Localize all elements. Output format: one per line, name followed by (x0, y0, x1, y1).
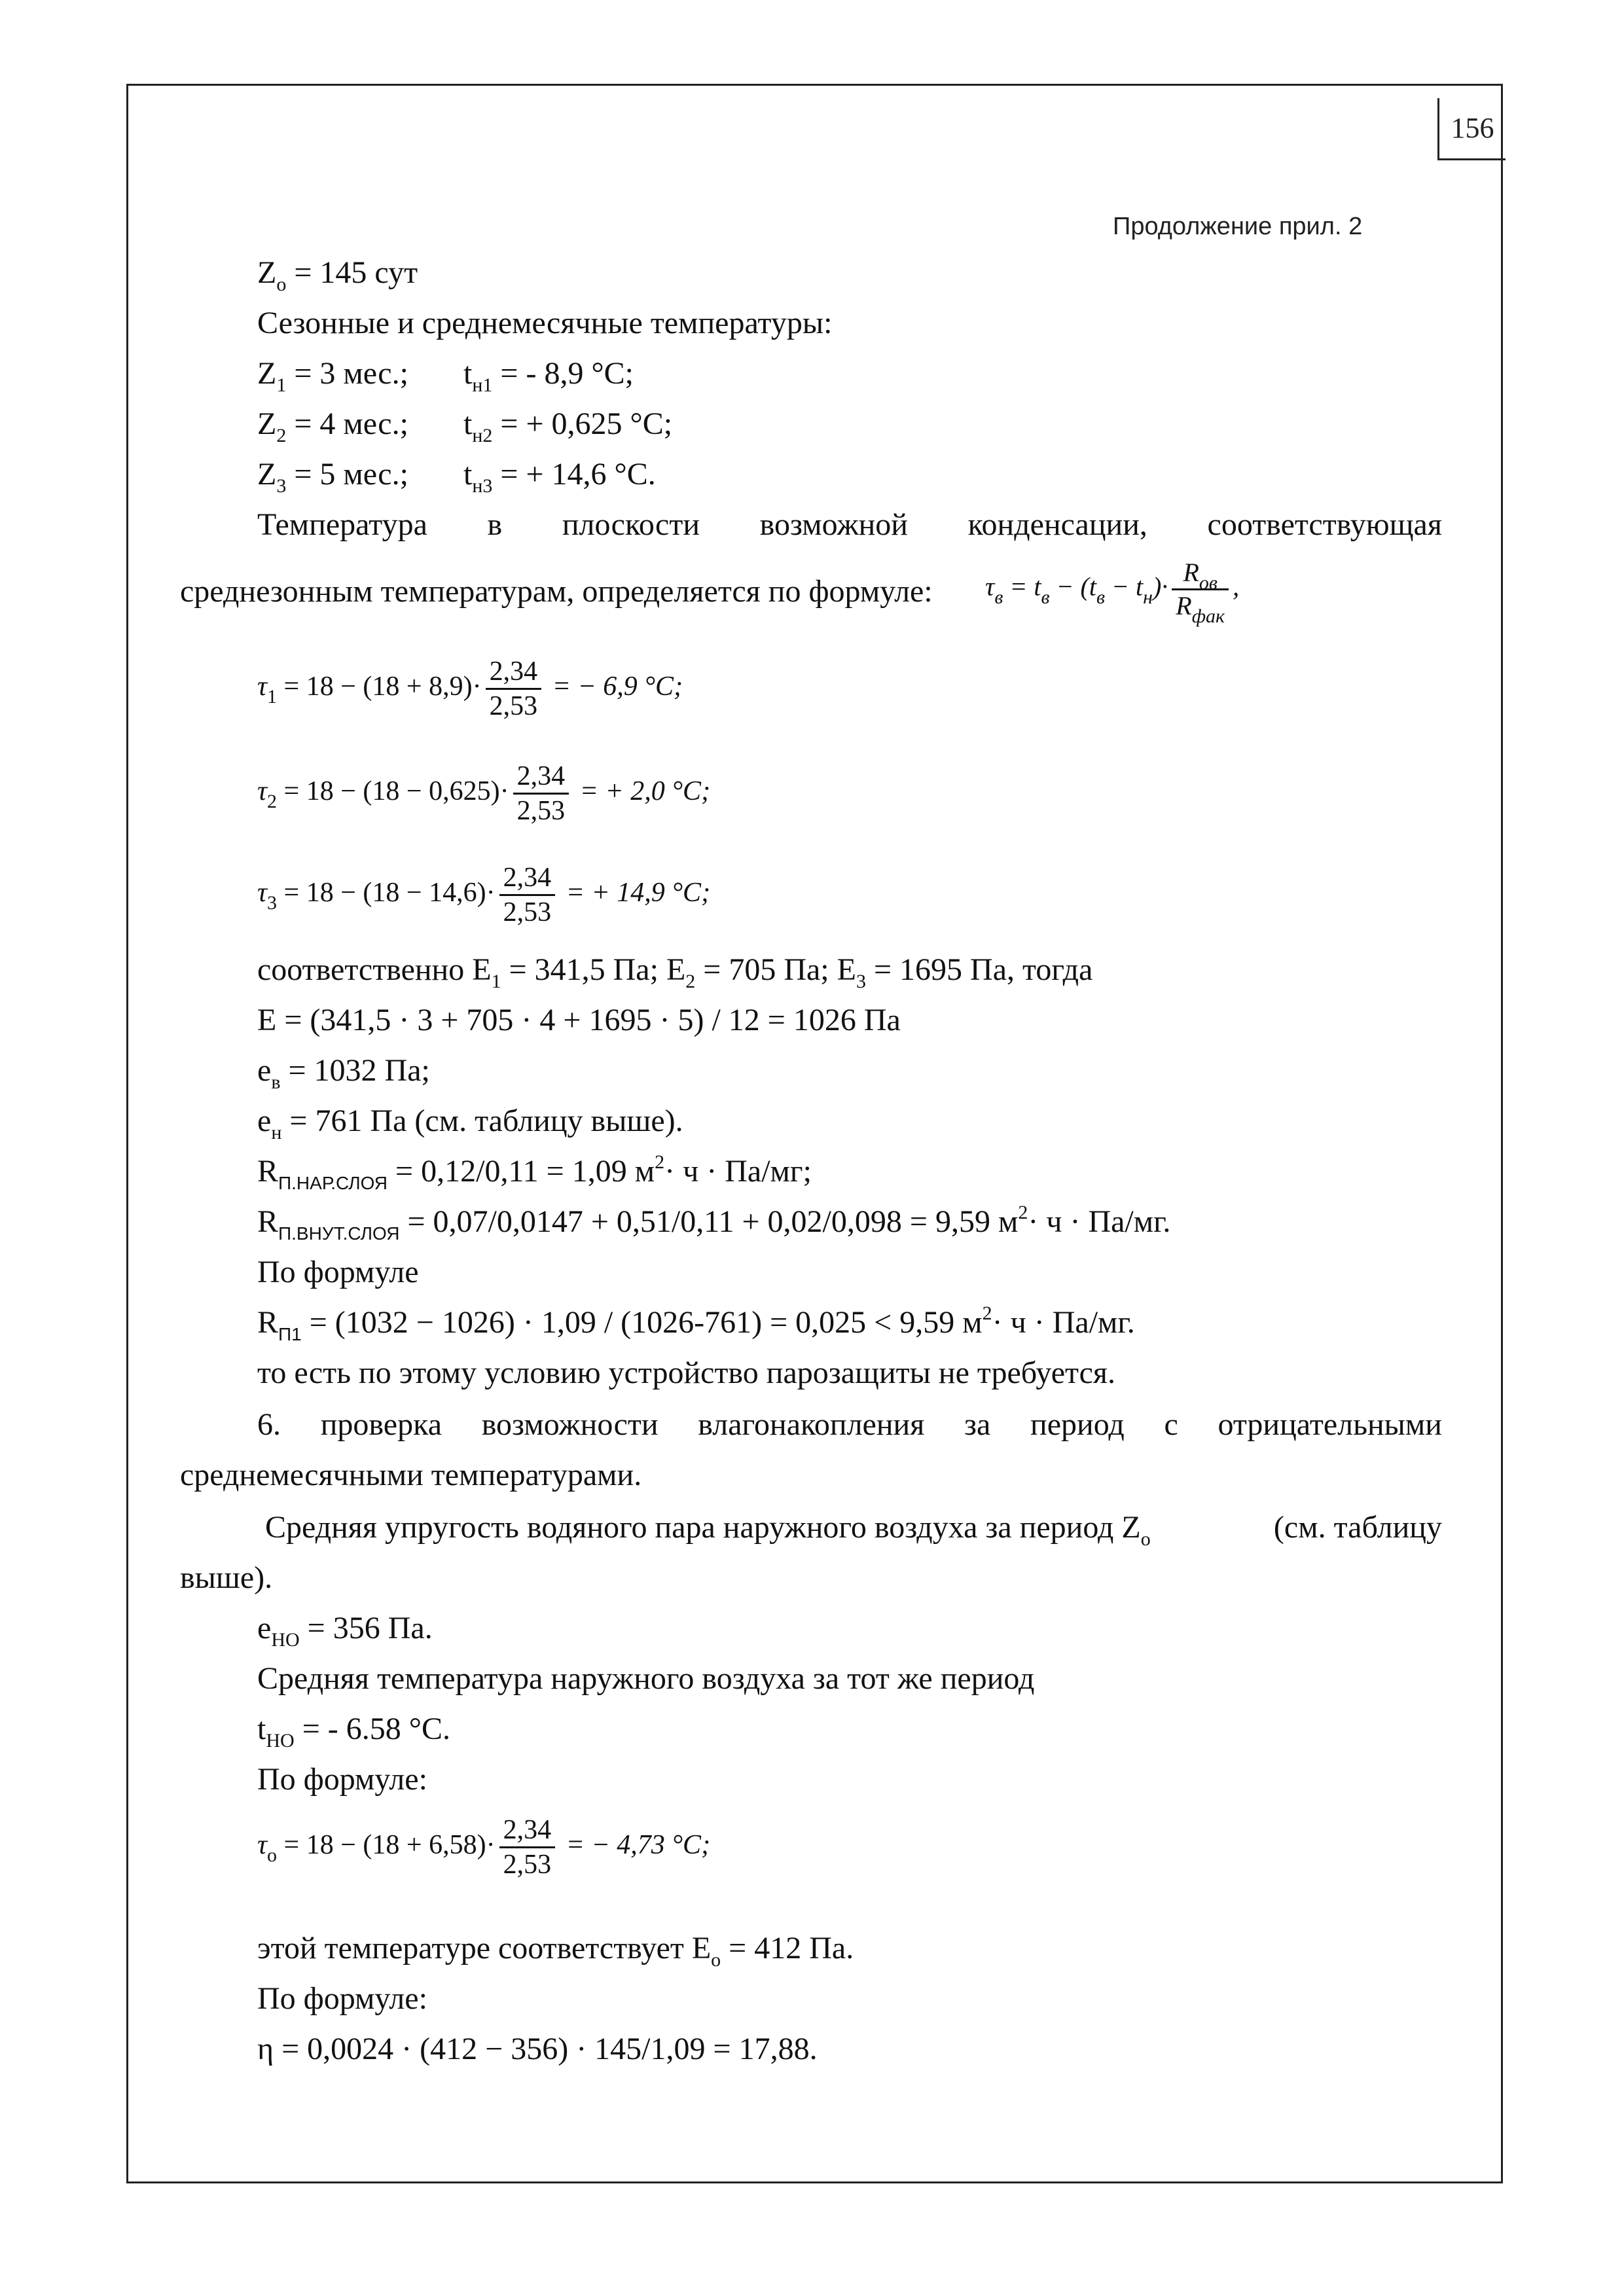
ev-sub: в (271, 1071, 281, 1093)
formula-tau0 (257, 1816, 710, 1878)
fg-lhs-sub: в (994, 586, 1003, 608)
rp-nar-sub: П.НАР.СЛОЯ (278, 1173, 388, 1193)
tau2-num: 2,34 (513, 762, 569, 795)
check-word-7: с (1164, 1407, 1178, 1442)
fg-rest-sub: в (1096, 586, 1105, 608)
z1-months: = 3 мес.; (286, 356, 408, 391)
fg-fraction (1172, 558, 1229, 627)
check-word-3: возможности (481, 1407, 659, 1442)
formula-general (985, 558, 1240, 627)
avg-pressure-a: Средняя упругость водяного пара наружного воздуха за период Z (265, 1510, 1141, 1545)
t1-var: t (463, 356, 473, 391)
rp-nar-sup: 2 (655, 1151, 665, 1173)
check-word-4: влагонакопления (698, 1407, 925, 1442)
zo-var: Z (257, 255, 277, 290)
tau2-lhs: τ (257, 776, 268, 807)
tau3-den: 2,53 (503, 897, 552, 927)
en-value: = 761 Па (см. таблицу выше). (281, 1103, 683, 1138)
temp-word-4: возможной (759, 507, 908, 542)
accord-d: 2 (685, 971, 696, 992)
rp1-unit: · ч · Па/мг. (992, 1305, 1135, 1340)
tau1-result: = − 6,9 °С; (545, 672, 683, 702)
rp-vnut-var: R (257, 1204, 279, 1239)
z1-sub: 1 (276, 374, 287, 396)
fg-num-var: R (1183, 558, 1199, 587)
z1-var: Z (257, 356, 277, 391)
ev-value: = 1032 Па; (280, 1053, 430, 1088)
eo-sub: o (711, 1949, 721, 1971)
z3-months: = 5 мес.; (286, 457, 408, 492)
z2-sub: 2 (276, 425, 287, 446)
line-po-formule-1: По формуле (257, 1255, 419, 1289)
tau1-sub: 1 (267, 686, 278, 708)
t2-value: = + 0,625 °С; (492, 406, 673, 441)
avg-pressure-b: (см. таблицу (1273, 1510, 1442, 1545)
tau3-lhs: τ (257, 878, 268, 908)
tau1-den: 2,53 (489, 691, 538, 721)
formula-tau1 (257, 658, 683, 720)
rp-vnut-value: = 0,07/0,0147 + 0,51/0,11 + 0,02/0,098 = 9,59 м (399, 1204, 1019, 1239)
fg-rest: − (t (1049, 571, 1096, 601)
tau0-sub: o (267, 1844, 278, 1867)
fg-eq: = t (1003, 571, 1041, 601)
tau0-fraction (499, 1816, 556, 1878)
tau0-expr: = 18 − (18 + 6,58)· (277, 1830, 496, 1861)
line-avg-temp: Средняя температура наружного воздуха за тот же период (257, 1661, 1035, 1696)
rp1-sub: П1 (278, 1324, 302, 1344)
tau3-sub: 3 (267, 892, 278, 914)
line-zo (257, 255, 418, 295)
line-tno (257, 1712, 450, 1751)
line-avg-pressure (265, 1510, 1442, 1550)
accord-b: 1 (491, 971, 501, 992)
accord-g: = 1695 Па, тогда (865, 952, 1093, 987)
line-en (257, 1103, 683, 1143)
tno-var: t (257, 1712, 266, 1746)
t3-sub: н3 (472, 475, 493, 497)
rp-vnut-sub: П.ВНУТ.СЛОЯ (278, 1223, 400, 1244)
temp-word-6: соответствующая (1207, 507, 1442, 542)
z3-var: Z (257, 457, 277, 492)
z2-var: Z (257, 406, 277, 441)
rp-vnut-unit: · ч · Па/мг. (1028, 1204, 1171, 1239)
accord-c: = 341,5 Па; E (501, 952, 686, 987)
eno-var: e (257, 1611, 272, 1645)
eo-value: = 412 Па. (721, 1931, 854, 1965)
line-rp1 (257, 1302, 1135, 1344)
line-z1 (257, 356, 408, 396)
rp1-value: = (1032 − 1026) · 1,09 / (1026-761) = 0,025 < 9,59 м (301, 1305, 983, 1340)
tau0-num: 2,34 (499, 1816, 556, 1848)
tau2-expr: = 18 − (18 − 0,625)· (277, 776, 509, 807)
fg-minus: − t (1104, 571, 1144, 601)
line-t2 (463, 406, 673, 446)
tau0-lhs: τ (257, 1830, 268, 1861)
tau2-result: = + 2,0 °С; (573, 776, 711, 807)
line-po-formule-2: По формуле: (257, 1762, 427, 1797)
temp-word-5: конденсации, (967, 507, 1147, 542)
fg-den (1172, 590, 1229, 627)
line-conclusion: то есть по этому условию устройство парозащиты не требуется. (257, 1355, 1115, 1390)
tau1-num: 2,34 (486, 658, 542, 690)
ev-var: e (257, 1053, 272, 1088)
line-seasonal: Сезонные и среднемесячные температуры: (257, 306, 833, 340)
tau0-den: 2,53 (503, 1850, 552, 1880)
fg-num-sub: ов (1199, 572, 1218, 594)
t3-value: = + 14,6 °С. (492, 457, 656, 492)
t1-value: = - 8,9 °С; (492, 356, 634, 391)
line-rp-nar (257, 1151, 812, 1193)
fg-den-sub: фак (1191, 605, 1225, 627)
page-number: 156 (1437, 98, 1506, 160)
tau1-lhs: τ (257, 672, 268, 702)
check-word-1: 6. (257, 1407, 281, 1442)
rp-nar-unit: · ч · Па/мг; (664, 1154, 812, 1189)
eno-value: = 356 Па. (299, 1611, 433, 1645)
line-temperature-2: среднезонным температурам, определяется по формуле: (180, 574, 933, 609)
line-z2 (257, 406, 408, 446)
temp-word-2: в (487, 507, 503, 542)
avg-pressure-sub: o (1140, 1528, 1151, 1550)
line-check-2: среднемесячными температурами. (180, 1458, 642, 1492)
line-accordingly (257, 952, 1093, 992)
check-word-2: проверка (320, 1407, 442, 1442)
accord-f: 3 (856, 971, 866, 992)
line-po-formule-3: По формуле: (257, 1981, 427, 2016)
z2-months: = 4 мес.; (286, 406, 408, 441)
line-t3 (463, 457, 656, 497)
eno-sub: НО (271, 1629, 300, 1651)
zo-sub: o (276, 274, 287, 295)
line-eta: η = 0,0024 · (412 − 356) · 145/1,09 = 17,88. (257, 2032, 818, 2066)
rp-vnut-sup: 2 (1018, 1202, 1028, 1223)
formula-tau3 (257, 864, 710, 926)
eo-text: этой температуре соответствует E (257, 1931, 712, 1965)
line-avg-pressure-2: выше). (180, 1560, 273, 1595)
tno-value: = - 6.58 °С. (294, 1712, 450, 1746)
fg-close: )· (1152, 571, 1168, 601)
check-word-8: отрицательными (1218, 1407, 1442, 1442)
rp1-var: R (257, 1305, 279, 1340)
fg-num (1172, 558, 1229, 594)
tau1-expr: = 18 − (18 + 8,9)· (277, 672, 482, 702)
t2-var: t (463, 406, 473, 441)
formula-tau2 (257, 762, 710, 825)
avg-pressure-text (265, 1510, 1151, 1550)
check-word-6: период (1030, 1407, 1125, 1442)
line-check (257, 1409, 1442, 1441)
line-eo (257, 1931, 854, 1971)
line-e-calc: E = (341,5 · 3 + 705 · 4 + 1695 · 5) / 12 = 1026 Па (257, 1003, 901, 1037)
tau2-den: 2,53 (516, 796, 566, 826)
tno-sub: НО (266, 1730, 295, 1751)
accord-e: = 705 Па; E (695, 952, 856, 987)
tau3-fraction (499, 864, 556, 926)
tau2-fraction (513, 762, 569, 825)
z3-sub: 3 (276, 475, 287, 497)
rp-nar-value: = 0,12/0,11 = 1,09 м (388, 1154, 655, 1189)
line-z3 (257, 457, 408, 497)
tau3-result: = + 14,9 °С; (559, 878, 711, 908)
tau3-num: 2,34 (499, 864, 556, 896)
line-eno (257, 1611, 433, 1651)
en-var: e (257, 1103, 272, 1138)
tau2-sub: 2 (267, 791, 278, 813)
temp-word-3: плоскости (562, 507, 700, 542)
fg-eq-sub: в (1041, 586, 1050, 608)
tau1-fraction (486, 658, 542, 720)
line-ev (257, 1053, 430, 1093)
line-rp-vnut (257, 1202, 1171, 1244)
temp-word-1: Температура (257, 507, 427, 542)
t1-sub: н1 (472, 374, 493, 396)
rp-nar-var: R (257, 1154, 279, 1189)
rp1-sup: 2 (982, 1302, 992, 1324)
line-t1 (463, 356, 634, 396)
fg-den-var: R (1176, 591, 1192, 620)
t2-sub: н2 (472, 425, 493, 446)
fg-tail: , (1233, 571, 1240, 601)
fg-minus-sub: н (1143, 586, 1153, 608)
en-sub: н (271, 1122, 282, 1143)
accord-a: соответственно E (257, 952, 492, 987)
tau3-expr: = 18 − (18 − 14,6)· (277, 878, 496, 908)
check-word-5: за (964, 1407, 991, 1442)
zo-value: = 145 сут (286, 255, 418, 290)
header-note: Продолжение прил. 2 (1113, 213, 1363, 240)
tau0-result: = − 4,73 °С; (559, 1830, 711, 1861)
fg-lhs: τ (985, 571, 995, 601)
line-temperature (257, 509, 1442, 541)
t3-var: t (463, 457, 473, 492)
